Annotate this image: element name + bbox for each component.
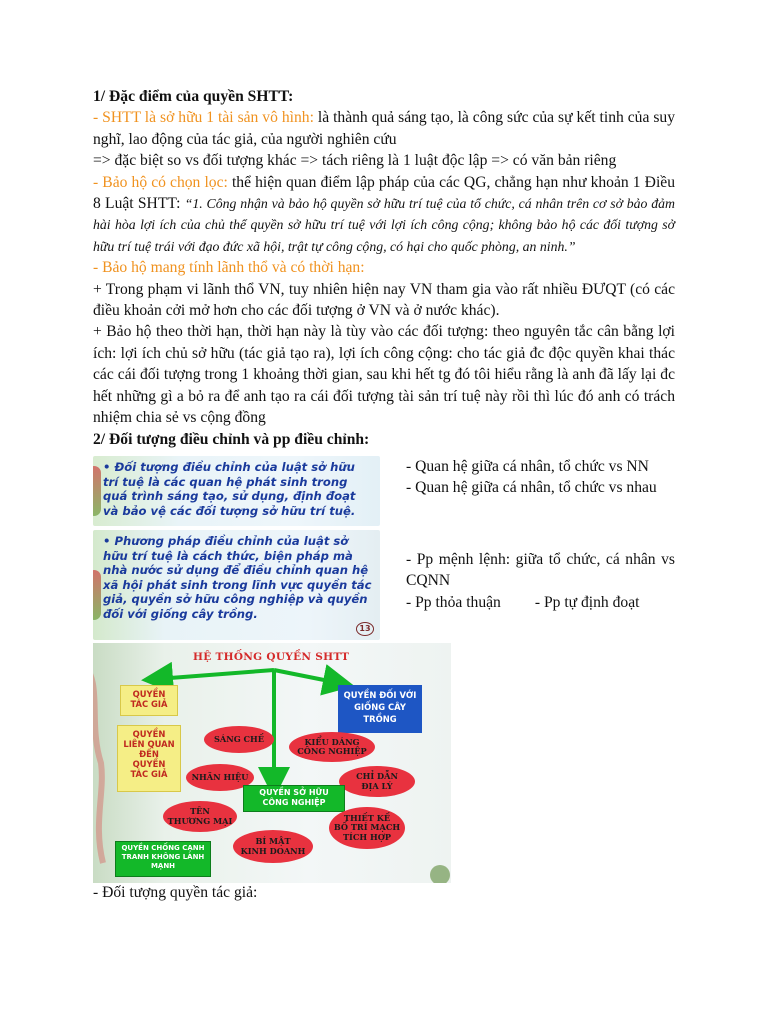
ellipse-trade-secret [233, 830, 313, 863]
copyright-subject-line: - Đối tượng quyền tác giả: [93, 884, 258, 901]
industrial-design-label: KIỂU DÁNG CÔNG NGHIỆP [297, 736, 367, 756]
plant-variety-box [338, 685, 422, 733]
paragraph-intangible [93, 107, 675, 150]
method-self-disposal: - Pp tự định đoạt [534, 593, 640, 611]
geographical-indication-label: CHỈ DẪN ĐỊA LÝ [356, 771, 398, 791]
circuit-layout-label: THIẾT KẾ BỐ TRÍ MẠCH TÍCH HỢP [333, 812, 401, 842]
flower-decoration-icon [93, 570, 101, 620]
ellipse-trade-name [163, 801, 237, 832]
author-rights-box [120, 685, 178, 716]
paragraph-selective [93, 172, 675, 258]
method-agreement-row [406, 592, 675, 613]
ellipse-circuit-layout [329, 807, 405, 849]
law-quote: “1. Công nhận và bảo hộ quyền sở hữu trí tuệ của tổ chức, cá nhân trên cơ sở bảo đảm hài hòa lợi ích của chủ thể quyền sở hữu trí tuệ với lợi ích công cộng; không bảo hộ các đối tượng sở hữu trí tuệ trái với đạo đức xã hội, trật tự công cộng, có hại cho quốc phòng, an ninh.” [93, 196, 676, 254]
arrow-left [157, 670, 274, 679]
ellipse-geographical-indication [339, 766, 415, 797]
highlight-intangible: - SHTT là sở hữu 1 tài sản vô hình: [93, 109, 314, 127]
unfair-competition-label: QUYỀN CHỐNG CẠNH TRANH KHÔNG LÀNH MẠNH [121, 844, 205, 870]
relations-list [406, 456, 675, 499]
ellipse-invention [204, 726, 274, 753]
paragraph-term: + Bảo hộ theo thời hạn, thời hạn này là tùy vào các đối tượng: theo nguyên tắc cân bằng lợi ích: lợi ích chủ sở hữu (tác giả tạo ra), lợi ích công cộng: cho tác giả đc độc quyền khai thác các cái đối tượng trong 1 khoảng thời gian, sau khi hết tg đó tôi hiểu rằng là anh đã lấy lại đc hết những gì a bỏ ra để anh tạo ra cái đối tượng tài sản trí tuệ này rồi thì lúc đó anh có trách nhiệm chia sẻ vs cộng đồng [93, 323, 675, 427]
section-1 [93, 86, 675, 450]
ip-rights-diagram [93, 643, 451, 883]
industrial-property-box [243, 785, 345, 812]
slide-page-number: 13 [356, 622, 374, 636]
ellipse-industrial-design [289, 732, 375, 762]
paragraph-territory: + Trong phạm vi lãnh thổ VN, tuy nhiên hiện nay VN tham gia vào rất nhiều ĐƯQT (có các điều khoản cởi mở hơn cho các đối tượng ở VN và ở nước khác). [93, 280, 675, 320]
trademark-label: NHÃN HIỆU [191, 771, 249, 782]
arrow-right [274, 670, 339, 683]
industrial-property-label: QUYỀN SỞ HỮU CÔNG NGHIỆP [259, 788, 329, 807]
plant-variety-label: QUYỀN ĐỐI VỚI GIỐNG CÂY TRỒNG [343, 690, 417, 724]
flower-decoration-icon [93, 466, 101, 516]
section-2 [93, 456, 675, 641]
highlight-selective: - Bảo hộ có chọn lọc: [93, 173, 228, 191]
author-rights-label: QUYỀN TÁC GIẢ [130, 689, 168, 709]
method-agreement: - Pp thỏa thuận [406, 593, 501, 611]
section-1-heading: 1/ Đặc điểm của quyền SHTT: [93, 88, 294, 105]
slide-subject-image [93, 456, 380, 526]
invention-label: SÁNG CHẾ [213, 733, 265, 744]
method-command: - Pp mệnh lệnh: giữa tổ chức, cá nhân vs CQNN [406, 551, 675, 590]
diagram-title: HỆ THỐNG QUYỀN SHTT [193, 651, 350, 663]
paragraph-selective-body: thể hiện quan điểm lập pháp của các QG, chẳng hạn như khoản 1 Điều 8 Luật SHTT: [93, 173, 675, 213]
highlight-territorial: - Bảo hộ mang tính lãnh thổ và có thời hạn: [93, 259, 365, 277]
section-2-heading: 2/ Đối tượng điều chỉnh và pp điều chỉnh: [93, 430, 370, 448]
paragraph-intangible-body: là thành quả sáng tạo, là công sức của sự kết tinh của suy nghĩ, lao động của tác giả, của người nghiên cứu [93, 109, 675, 148]
methods-list [406, 549, 675, 613]
unfair-competition-box [115, 841, 211, 877]
slide-subject-text: • Đối tượng điều chỉnh của luật sở hữu trí tuệ là các quan hệ phát sinh trong quá trình sáng tạo, sử dụng, định đoạt và bảo vệ các đối tượng sở hữu trí tuệ. [103, 460, 356, 518]
relation-item: - Quan hệ giữa cá nhân, tổ chức vs nhau [406, 479, 657, 497]
related-rights-box [117, 725, 181, 792]
relation-item: - Quan hệ giữa cá nhân, tổ chức vs NN [406, 458, 649, 475]
paragraph-separate-law: => đặc biệt so vs đối tượng khác => tách riêng là 1 luật độc lập => có văn bản riêng [93, 152, 617, 170]
related-rights-label: QUYỀN LIÊN QUAN ĐẾN QUYỀN TÁC GIẢ [123, 729, 175, 779]
slide-method-text: • Phương pháp điều chỉnh của luật sở hữu trí tuệ là cách thức, biện pháp mà nhà nước sử dụng để điều chỉnh quan hệ xã hội phát sinh trong lĩnh vực quyền tác giả, quyền sở hữu công nghiệp và quyền đối với giống cây trồng. [103, 534, 372, 621]
slide-method-image [93, 530, 380, 640]
trade-name-label: TÊN THƯƠNG MẠI [167, 806, 233, 826]
trade-secret-label: BÍ MẬT KINH DOANH [240, 836, 306, 856]
